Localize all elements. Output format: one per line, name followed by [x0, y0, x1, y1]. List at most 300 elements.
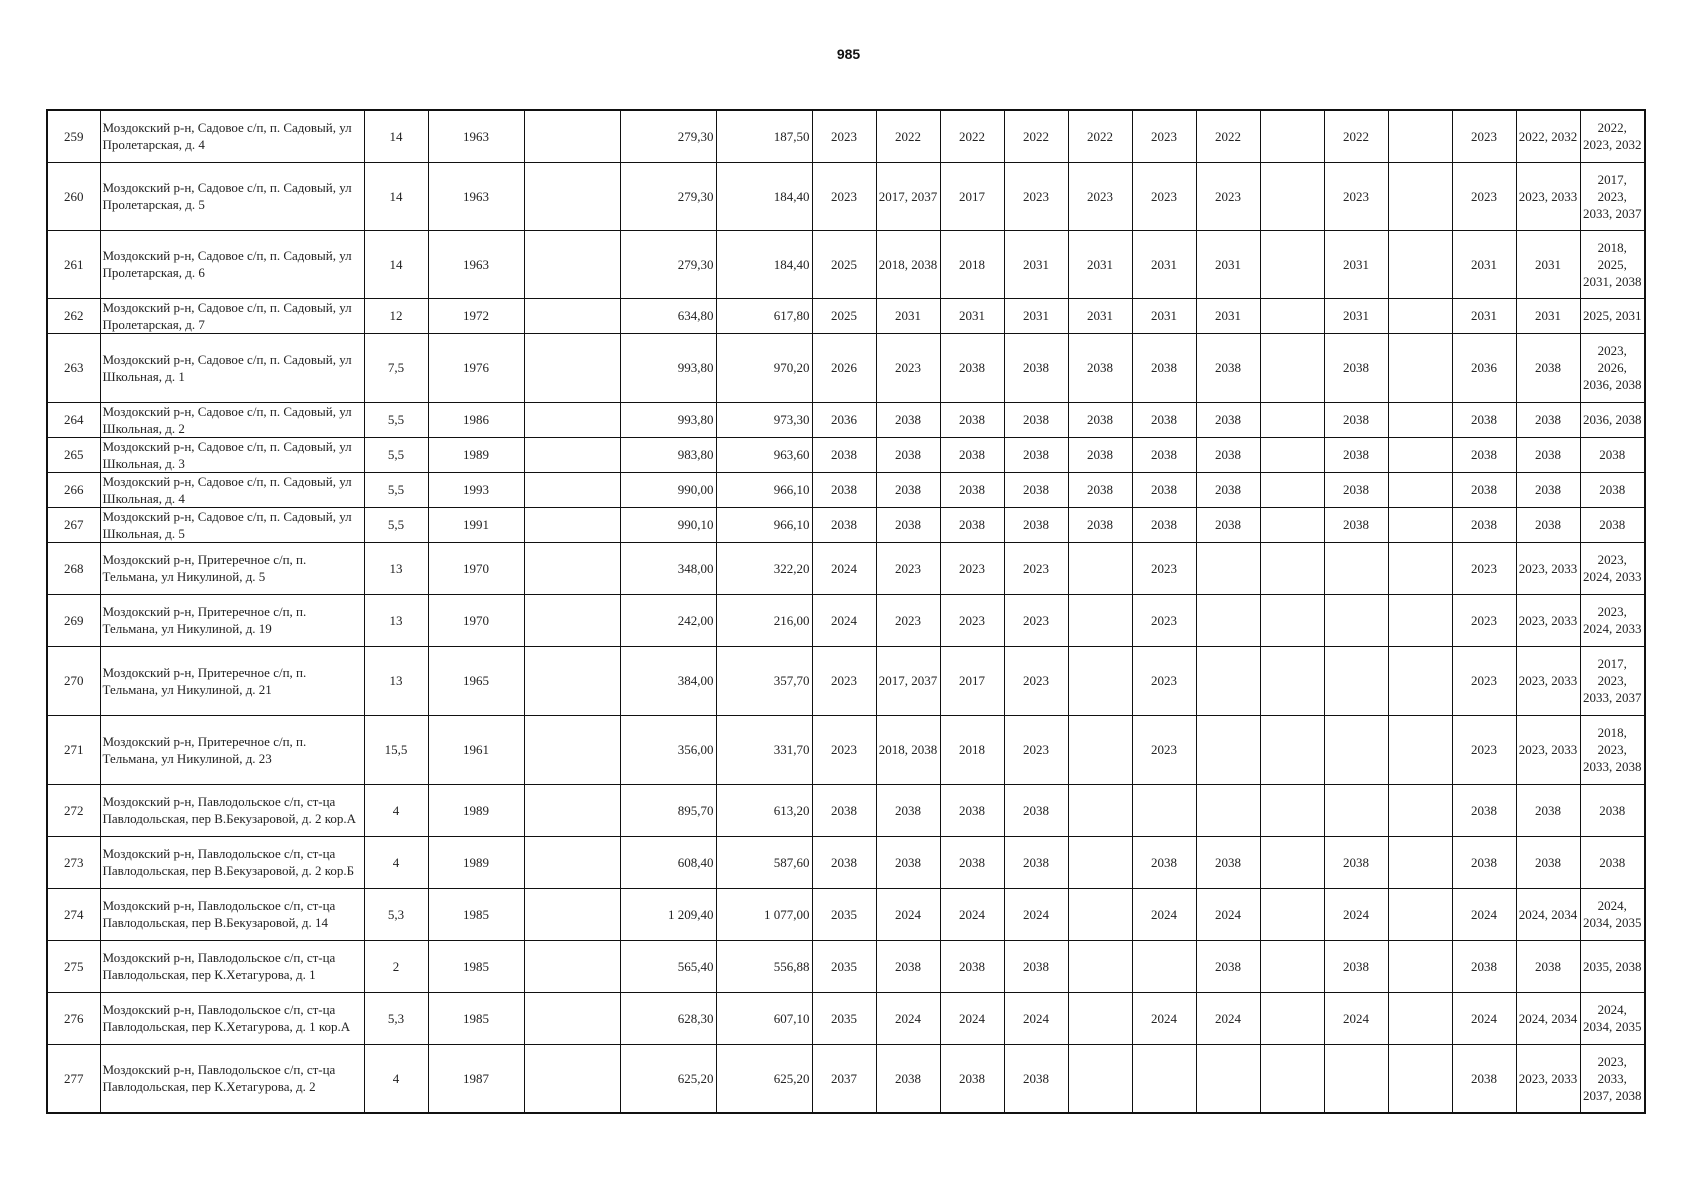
address-cell: Моздокский р-н, Павлодольское с/п, ст-ца Павлодольская, пер К.Хетагурова, д. 2 — [100, 1044, 364, 1113]
repair-year-cell: 2038 — [1516, 836, 1580, 888]
column-3-cell: 5,3 — [364, 888, 428, 940]
living-area-cell: 331,70 — [716, 715, 812, 784]
repair-year-cell — [1260, 646, 1324, 715]
repair-year-cell: 2023 — [940, 594, 1004, 646]
repair-year-cell — [1388, 472, 1452, 507]
column-3-cell: 5,3 — [364, 992, 428, 1044]
table-row — [47, 472, 1645, 507]
repair-year-cell: 2038 — [876, 507, 940, 542]
repair-year-cell: 2038 — [1580, 836, 1645, 888]
total-area-cell: 565,40 — [620, 940, 716, 992]
column-5-cell — [524, 646, 620, 715]
repair-year-cell: 2031 — [1132, 298, 1196, 333]
table-row — [47, 594, 1645, 646]
repair-year-cell — [1260, 888, 1324, 940]
repair-year-cell: 2024, 2034, 2035 — [1580, 992, 1645, 1044]
table-row — [47, 437, 1645, 472]
repair-year-cell — [1260, 784, 1324, 836]
repair-year-cell: 2031 — [876, 298, 940, 333]
repair-year-cell — [1068, 888, 1132, 940]
column-3-cell: 12 — [364, 298, 428, 333]
table-row — [47, 715, 1645, 784]
table-row — [47, 507, 1645, 542]
total-area-cell: 279,30 — [620, 162, 716, 230]
table-row — [47, 298, 1645, 333]
repair-year-cell: 2023, 2033 — [1516, 1044, 1580, 1113]
row-number: 275 — [47, 940, 100, 992]
repair-year-cell: 2038 — [1004, 940, 1068, 992]
repair-year-cell: 2031 — [1452, 298, 1516, 333]
page-number: 985 — [836, 46, 861, 62]
total-area-cell: 356,00 — [620, 715, 716, 784]
row-number: 259 — [47, 110, 100, 162]
address-cell: Моздокский р-н, Садовое с/п, п. Садовый, ул Школьная, д. 1 — [100, 333, 364, 402]
repair-year-cell: 2038 — [1580, 472, 1645, 507]
repair-year-cell — [1388, 298, 1452, 333]
address-cell: Моздокский р-н, Павлодольское с/п, ст-ца Павлодольская, пер В.Бекузаровой, д. 14 — [100, 888, 364, 940]
repair-year-cell: 2038 — [1196, 836, 1260, 888]
address-cell: Моздокский р-н, Павлодольское с/п, ст-ца Павлодольская, пер В.Бекузаровой, д. 2 кор.Б — [100, 836, 364, 888]
year-built-cell: 1970 — [428, 594, 524, 646]
repair-year-cell — [1068, 836, 1132, 888]
repair-year-cell: 2018 — [940, 230, 1004, 298]
repair-year-cell: 2038 — [1004, 437, 1068, 472]
repair-year-cell: 2023 — [812, 110, 876, 162]
repair-year-cell: 2022 — [1004, 110, 1068, 162]
repair-year-cell: 2038 — [1196, 333, 1260, 402]
repair-year-cell: 2022 — [940, 110, 1004, 162]
living-area-cell: 625,20 — [716, 1044, 812, 1113]
column-5-cell — [524, 715, 620, 784]
living-area-cell: 587,60 — [716, 836, 812, 888]
repair-year-cell: 2018, 2025, 2031, 2038 — [1580, 230, 1645, 298]
living-area-cell: 216,00 — [716, 594, 812, 646]
column-3-cell: 13 — [364, 594, 428, 646]
total-area-cell: 1 209,40 — [620, 888, 716, 940]
address-cell: Моздокский р-н, Садовое с/п, п. Садовый, ул Школьная, д. 5 — [100, 507, 364, 542]
repair-year-cell: 2023 — [1452, 594, 1516, 646]
living-area-cell: 970,20 — [716, 333, 812, 402]
repair-year-cell: 2038 — [1196, 472, 1260, 507]
year-built-cell: 1985 — [428, 992, 524, 1044]
repair-year-cell: 2017 — [940, 162, 1004, 230]
table-row — [47, 162, 1645, 230]
repair-year-cell: 2038 — [1132, 836, 1196, 888]
repair-year-cell — [1388, 402, 1452, 437]
repair-year-cell — [1388, 888, 1452, 940]
repair-year-cell: 2022 — [1324, 110, 1388, 162]
repair-year-cell: 2017, 2023, 2033, 2037 — [1580, 646, 1645, 715]
repair-year-cell — [1388, 333, 1452, 402]
repair-year-cell: 2038 — [1324, 472, 1388, 507]
repair-year-cell: 2031 — [1516, 230, 1580, 298]
repair-year-cell — [1196, 542, 1260, 594]
repair-year-cell — [1388, 715, 1452, 784]
repair-year-cell: 2038 — [1324, 836, 1388, 888]
repair-year-cell: 2023, 2033 — [1516, 715, 1580, 784]
repair-year-cell: 2038 — [1452, 507, 1516, 542]
year-built-cell: 1976 — [428, 333, 524, 402]
repair-year-cell: 2018, 2038 — [876, 715, 940, 784]
repair-year-cell: 2023 — [1004, 715, 1068, 784]
repair-year-cell: 2035, 2038 — [1580, 940, 1645, 992]
repair-year-cell: 2038 — [1452, 437, 1516, 472]
year-built-cell: 1970 — [428, 542, 524, 594]
column-5-cell — [524, 594, 620, 646]
repair-year-cell: 2024 — [1324, 888, 1388, 940]
column-3-cell: 5,5 — [364, 402, 428, 437]
repair-year-cell: 2023, 2024, 2033 — [1580, 542, 1645, 594]
repair-year-cell — [1260, 230, 1324, 298]
column-3-cell: 4 — [364, 836, 428, 888]
repair-year-cell: 2023 — [1132, 646, 1196, 715]
living-area-cell: 617,80 — [716, 298, 812, 333]
repair-year-cell: 2024 — [1132, 992, 1196, 1044]
repair-year-cell: 2038 — [1452, 1044, 1516, 1113]
row-number: 273 — [47, 836, 100, 888]
repair-year-cell — [1260, 437, 1324, 472]
repair-year-cell: 2037 — [812, 1044, 876, 1113]
row-number: 263 — [47, 333, 100, 402]
repair-year-cell — [1388, 646, 1452, 715]
repair-year-cell: 2024 — [812, 594, 876, 646]
total-area-cell: 983,80 — [620, 437, 716, 472]
repair-year-cell — [1388, 940, 1452, 992]
repair-year-cell: 2024 — [1452, 992, 1516, 1044]
row-number: 270 — [47, 646, 100, 715]
repair-year-cell: 2025 — [812, 230, 876, 298]
repair-year-cell: 2024, 2034 — [1516, 992, 1580, 1044]
repair-year-cell — [1388, 507, 1452, 542]
column-5-cell — [524, 940, 620, 992]
row-number: 277 — [47, 1044, 100, 1113]
living-area-cell: 187,50 — [716, 110, 812, 162]
year-built-cell: 1993 — [428, 472, 524, 507]
repair-year-cell: 2031 — [940, 298, 1004, 333]
repair-year-cell: 2023, 2026, 2036, 2038 — [1580, 333, 1645, 402]
column-3-cell: 5,5 — [364, 507, 428, 542]
address-cell: Моздокский р-н, Садовое с/п, п. Садовый, ул Школьная, д. 2 — [100, 402, 364, 437]
address-cell: Моздокский р-н, Садовое с/п, п. Садовый, ул Пролетарская, д. 5 — [100, 162, 364, 230]
repair-year-cell: 2038 — [1452, 836, 1516, 888]
repair-year-cell: 2023 — [1132, 110, 1196, 162]
repair-year-cell — [1388, 230, 1452, 298]
repair-year-cell: 2023, 2033 — [1516, 542, 1580, 594]
column-3-cell: 14 — [364, 162, 428, 230]
repair-year-cell: 2035 — [812, 992, 876, 1044]
column-3-cell: 5,5 — [364, 472, 428, 507]
year-built-cell: 1989 — [428, 784, 524, 836]
total-area-cell: 242,00 — [620, 594, 716, 646]
repair-year-cell — [1324, 594, 1388, 646]
column-5-cell — [524, 437, 620, 472]
column-3-cell: 13 — [364, 646, 428, 715]
column-3-cell: 13 — [364, 542, 428, 594]
address-cell: Моздокский р-н, Садовое с/п, п. Садовый, ул Пролетарская, д. 4 — [100, 110, 364, 162]
repair-year-cell — [1196, 594, 1260, 646]
repair-year-cell: 2038 — [1132, 472, 1196, 507]
repair-year-cell: 2024 — [1324, 992, 1388, 1044]
table-row — [47, 836, 1645, 888]
address-cell: Моздокский р-н, Притеречное с/п, п. Тельмана, ул Никулиной, д. 19 — [100, 594, 364, 646]
repair-year-cell: 2038 — [1452, 784, 1516, 836]
repair-year-cell: 2024 — [1004, 888, 1068, 940]
repair-year-cell: 2023 — [812, 162, 876, 230]
repair-year-cell: 2018, 2038 — [876, 230, 940, 298]
repair-year-cell: 2038 — [1196, 402, 1260, 437]
repair-year-cell: 2038 — [1004, 784, 1068, 836]
address-cell: Моздокский р-н, Павлодольское с/п, ст-ца Павлодольская, пер К.Хетагурова, д. 1 кор.А — [100, 992, 364, 1044]
repair-year-cell: 2023 — [940, 542, 1004, 594]
year-built-cell: 1963 — [428, 230, 524, 298]
row-number: 265 — [47, 437, 100, 472]
repair-year-cell: 2038 — [1324, 333, 1388, 402]
table-row — [47, 888, 1645, 940]
repair-year-cell: 2035 — [812, 888, 876, 940]
repair-year-cell — [1260, 542, 1324, 594]
repair-year-cell: 2038 — [940, 472, 1004, 507]
living-area-cell: 607,10 — [716, 992, 812, 1044]
repair-year-cell: 2038 — [876, 940, 940, 992]
year-built-cell: 1972 — [428, 298, 524, 333]
row-number: 266 — [47, 472, 100, 507]
repair-year-cell: 2025, 2031 — [1580, 298, 1645, 333]
repair-year-cell: 2038 — [1004, 472, 1068, 507]
repair-year-cell — [1388, 992, 1452, 1044]
year-built-cell: 1985 — [428, 888, 524, 940]
repair-year-cell: 2023 — [1324, 162, 1388, 230]
total-area-cell: 279,30 — [620, 230, 716, 298]
repair-year-cell: 2038 — [1068, 472, 1132, 507]
column-5-cell — [524, 333, 620, 402]
table-row — [47, 646, 1645, 715]
repair-year-cell: 2031 — [1068, 298, 1132, 333]
repair-year-cell: 2038 — [1516, 940, 1580, 992]
repair-year-cell — [1068, 715, 1132, 784]
repair-year-cell: 2031 — [1196, 298, 1260, 333]
repair-year-cell: 2038 — [1132, 437, 1196, 472]
repair-year-cell: 2038 — [1132, 333, 1196, 402]
repair-year-cell: 2031 — [1452, 230, 1516, 298]
table-row — [47, 992, 1645, 1044]
repair-year-cell: 2024 — [940, 992, 1004, 1044]
repair-year-cell: 2022 — [1068, 110, 1132, 162]
repair-year-cell — [1260, 162, 1324, 230]
living-area-cell: 973,30 — [716, 402, 812, 437]
row-number: 272 — [47, 784, 100, 836]
total-area-cell: 993,80 — [620, 402, 716, 437]
repair-year-cell: 2038 — [1324, 940, 1388, 992]
living-area-cell: 613,20 — [716, 784, 812, 836]
repair-year-cell: 2018, 2023, 2033, 2038 — [1580, 715, 1645, 784]
repair-year-cell: 2026 — [812, 333, 876, 402]
row-number: 261 — [47, 230, 100, 298]
repair-year-cell: 2023 — [1004, 542, 1068, 594]
repair-year-cell — [1068, 1044, 1132, 1113]
repair-year-cell: 2035 — [812, 940, 876, 992]
repair-year-cell: 2023 — [1132, 162, 1196, 230]
column-3-cell: 4 — [364, 1044, 428, 1113]
repair-year-cell: 2022, 2023, 2032 — [1580, 110, 1645, 162]
table-row — [47, 542, 1645, 594]
repair-year-cell — [1324, 542, 1388, 594]
column-5-cell — [524, 507, 620, 542]
living-area-cell: 963,60 — [716, 437, 812, 472]
column-5-cell — [524, 992, 620, 1044]
repair-year-cell: 2038 — [1324, 507, 1388, 542]
repair-year-cell: 2038 — [1132, 507, 1196, 542]
repair-year-cell: 2024 — [1196, 992, 1260, 1044]
address-cell: Моздокский р-н, Притеречное с/п, п. Тельмана, ул Никулиной, д. 23 — [100, 715, 364, 784]
year-built-cell: 1989 — [428, 437, 524, 472]
repair-year-cell: 2031 — [1004, 298, 1068, 333]
repair-year-cell — [1260, 594, 1324, 646]
repair-year-cell: 2038 — [1452, 472, 1516, 507]
living-area-cell: 184,40 — [716, 230, 812, 298]
repair-year-cell — [1388, 542, 1452, 594]
repair-year-cell: 2024 — [876, 992, 940, 1044]
repair-year-cell: 2038 — [1068, 402, 1132, 437]
repair-year-cell: 2038 — [876, 472, 940, 507]
table-row — [47, 230, 1645, 298]
year-built-cell: 1963 — [428, 162, 524, 230]
repair-year-cell — [1388, 437, 1452, 472]
repair-year-cell: 2038 — [940, 784, 1004, 836]
repair-year-cell: 2038 — [1580, 507, 1645, 542]
repair-year-cell: 2024 — [876, 888, 940, 940]
total-area-cell: 993,80 — [620, 333, 716, 402]
repair-year-cell: 2038 — [812, 784, 876, 836]
repair-year-cell — [1388, 594, 1452, 646]
repair-year-cell: 2031 — [1004, 230, 1068, 298]
repair-year-cell: 2018 — [940, 715, 1004, 784]
repair-year-cell: 2031 — [1068, 230, 1132, 298]
repair-year-cell — [1388, 162, 1452, 230]
row-number: 268 — [47, 542, 100, 594]
repair-year-cell: 2022 — [1196, 110, 1260, 162]
repair-year-cell: 2023 — [1004, 594, 1068, 646]
repair-year-cell: 2023 — [876, 594, 940, 646]
repair-year-cell: 2023 — [876, 333, 940, 402]
repair-year-cell — [1196, 784, 1260, 836]
repair-year-cell: 2023 — [1132, 542, 1196, 594]
repair-year-cell: 2038 — [1452, 402, 1516, 437]
living-area-cell: 322,20 — [716, 542, 812, 594]
repair-year-cell — [1260, 992, 1324, 1044]
total-area-cell: 895,70 — [620, 784, 716, 836]
repair-year-cell: 2023 — [1452, 110, 1516, 162]
table-body — [47, 110, 1645, 1113]
repair-year-cell — [1324, 646, 1388, 715]
column-3-cell: 5,5 — [364, 437, 428, 472]
repair-year-cell: 2017, 2037 — [876, 162, 940, 230]
repair-year-cell: 2023 — [1452, 542, 1516, 594]
repair-year-cell: 2022 — [876, 110, 940, 162]
repair-year-cell — [1068, 940, 1132, 992]
column-5-cell — [524, 472, 620, 507]
repair-year-cell: 2022, 2032 — [1516, 110, 1580, 162]
repair-year-cell — [1132, 1044, 1196, 1113]
repair-year-cell: 2038 — [876, 836, 940, 888]
year-built-cell: 1991 — [428, 507, 524, 542]
table-row — [47, 333, 1645, 402]
table-row — [47, 784, 1645, 836]
repair-year-cell: 2038 — [1196, 940, 1260, 992]
address-cell: Моздокский р-н, Садовое с/п, п. Садовый, ул Пролетарская, д. 6 — [100, 230, 364, 298]
repair-year-cell: 2038 — [1068, 437, 1132, 472]
repair-year-cell: 2038 — [1324, 402, 1388, 437]
repair-year-cell: 2024 — [1004, 992, 1068, 1044]
living-area-cell: 556,88 — [716, 940, 812, 992]
repair-year-cell: 2024 — [812, 542, 876, 594]
repair-year-cell: 2038 — [812, 437, 876, 472]
repair-year-cell: 2023 — [1004, 646, 1068, 715]
column-5-cell — [524, 298, 620, 333]
table-row — [47, 940, 1645, 992]
repair-year-cell — [1260, 298, 1324, 333]
repair-year-cell: 2038 — [940, 507, 1004, 542]
total-area-cell: 608,40 — [620, 836, 716, 888]
year-built-cell: 1985 — [428, 940, 524, 992]
row-number: 264 — [47, 402, 100, 437]
repair-year-cell: 2023 — [1068, 162, 1132, 230]
repair-year-cell — [1068, 646, 1132, 715]
total-area-cell: 384,00 — [620, 646, 716, 715]
repair-year-cell: 2017, 2037 — [876, 646, 940, 715]
table-row — [47, 110, 1645, 162]
repair-year-cell: 2038 — [1324, 437, 1388, 472]
repair-year-cell — [1260, 333, 1324, 402]
column-3-cell: 7,5 — [364, 333, 428, 402]
repair-year-cell: 2023 — [1452, 646, 1516, 715]
repair-year-cell: 2038 — [940, 333, 1004, 402]
total-area-cell: 634,80 — [620, 298, 716, 333]
repair-year-cell: 2031 — [1324, 230, 1388, 298]
repair-year-cell — [1260, 1044, 1324, 1113]
repair-year-cell — [1260, 472, 1324, 507]
column-5-cell — [524, 230, 620, 298]
repair-year-cell: 2038 — [1516, 402, 1580, 437]
total-area-cell: 990,00 — [620, 472, 716, 507]
year-built-cell: 1965 — [428, 646, 524, 715]
year-built-cell: 1961 — [428, 715, 524, 784]
repair-year-cell: 2038 — [1516, 333, 1580, 402]
repair-year-cell: 2023 — [1196, 162, 1260, 230]
repair-year-cell: 2031 — [1196, 230, 1260, 298]
repair-year-cell — [1196, 1044, 1260, 1113]
repair-year-cell: 2024 — [940, 888, 1004, 940]
repair-year-cell: 2038 — [1004, 402, 1068, 437]
column-5-cell — [524, 402, 620, 437]
repair-year-cell: 2038 — [1068, 333, 1132, 402]
repair-year-cell: 2038 — [940, 437, 1004, 472]
repair-year-cell — [1388, 1044, 1452, 1113]
repair-year-cell — [1132, 940, 1196, 992]
repair-year-cell: 2038 — [1004, 836, 1068, 888]
repair-year-cell — [1068, 784, 1132, 836]
repair-year-cell: 2024 — [1452, 888, 1516, 940]
repair-year-cell — [1388, 836, 1452, 888]
column-5-cell — [524, 162, 620, 230]
column-3-cell: 4 — [364, 784, 428, 836]
year-built-cell: 1989 — [428, 836, 524, 888]
table-row — [47, 402, 1645, 437]
repair-year-cell: 2017 — [940, 646, 1004, 715]
living-area-cell: 184,40 — [716, 162, 812, 230]
repair-year-cell: 2038 — [876, 437, 940, 472]
repair-year-cell — [1388, 784, 1452, 836]
row-number: 271 — [47, 715, 100, 784]
